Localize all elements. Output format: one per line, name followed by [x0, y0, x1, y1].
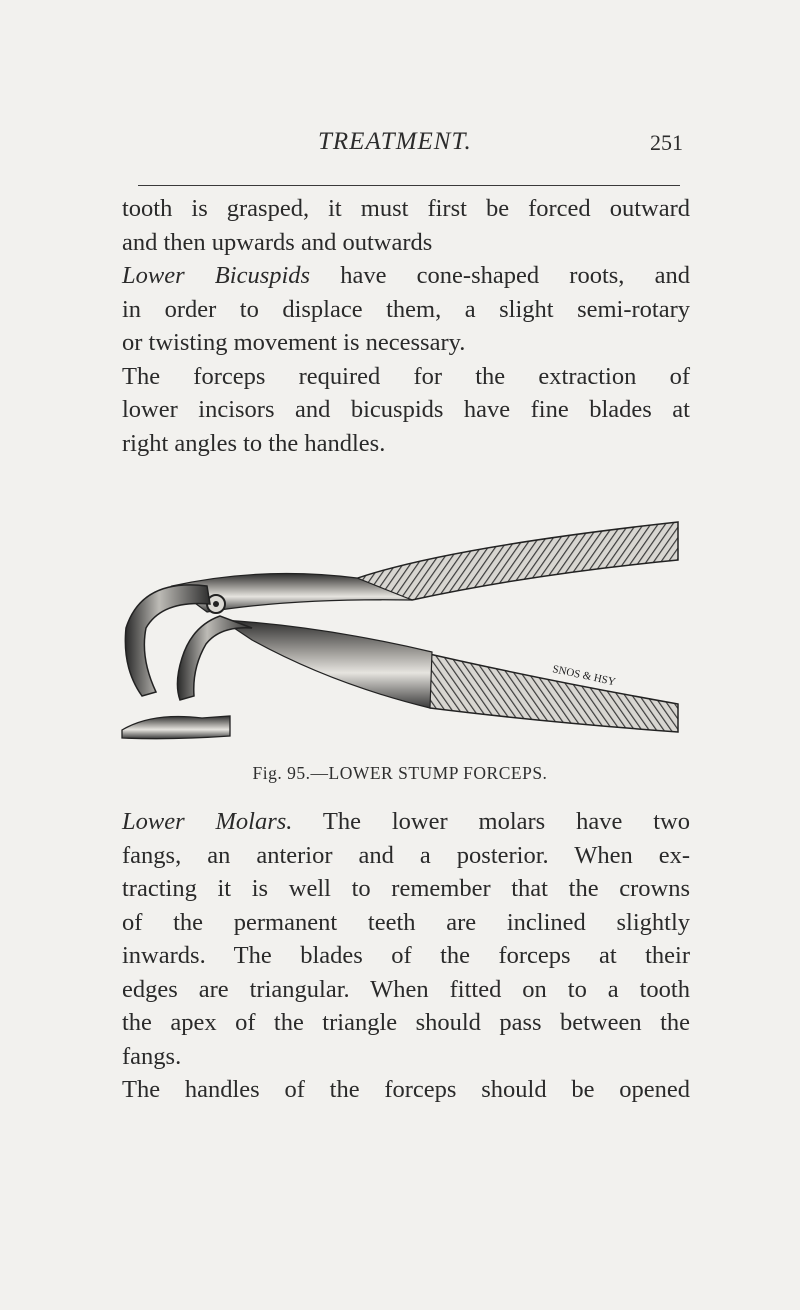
text-block-upper: [122, 192, 690, 460]
blade-detail-inset: [122, 716, 230, 739]
text-block-lower: [122, 805, 690, 1107]
lower-bicuspids-heading: Lower Bicuspids: [122, 262, 311, 289]
paragraph-5-line-1: The handles of the forceps should be opened: [122, 1076, 690, 1103]
paragraph-4-line-2: fangs, an anterior and a posterior. When ex-: [122, 841, 690, 869]
paragraph-3-line-3: right angles to the handles.: [122, 429, 386, 457]
paragraph-4-line-4: of the permanent teeth are inclined slightly: [122, 908, 690, 936]
page-header: [0, 126, 800, 166]
lower-shank: [222, 620, 432, 708]
running-title: TREATMENT.: [318, 128, 472, 155]
paragraph-2-line-1-rest: have cone-shaped roots, and: [310, 262, 690, 289]
right-blade: [177, 616, 252, 700]
figure-caption: Fig. 95.—LOWER STUMP FORCEPS.: [252, 763, 548, 783]
paragraph-4-line-5: inwards. The blades of the forceps at their: [122, 942, 690, 969]
paragraph-4-line-7: the apex of the triangle should pass between the: [122, 1009, 690, 1036]
page-number: 251: [650, 130, 683, 155]
paragraph-2-line-1: [122, 259, 690, 293]
header-rule: [138, 185, 680, 186]
paragraph-1-line-2: and then upwards and outwards: [122, 228, 433, 256]
upper-handle-grip: [352, 522, 678, 600]
paragraph-4-line-6: edges are triangular. When fitted on to a tooth: [122, 975, 690, 1003]
lower-handle-grip: [412, 650, 678, 732]
paragraph-4-line-1: [122, 805, 690, 839]
forceps-illustration: [112, 508, 688, 748]
engraved-mark: SNOS & HSY: [551, 663, 617, 689]
paragraph-2-line-3: or twisting movement is necessary.: [122, 329, 466, 356]
paragraph-3-line-2: lower incisors and bicuspids have fine blades at: [122, 396, 690, 423]
paragraph-3-line-1: The forceps required for the extraction of: [122, 362, 690, 390]
paragraph-2-line-2: in order to displace them, a slight semi-rotary: [122, 295, 690, 323]
hinge-pin: [213, 601, 219, 607]
paragraph-4-line-1-rest: The lower molars have two: [292, 808, 690, 835]
paragraph-4-line-3: tracting it is well to remember that the crowns: [122, 875, 690, 902]
lower-molars-heading: Lower Molars.: [122, 808, 293, 835]
paragraph-4-line-8: fangs.: [122, 1042, 182, 1070]
paragraph-1-line-1: tooth is grasped, it must first be forced outward: [122, 195, 690, 222]
